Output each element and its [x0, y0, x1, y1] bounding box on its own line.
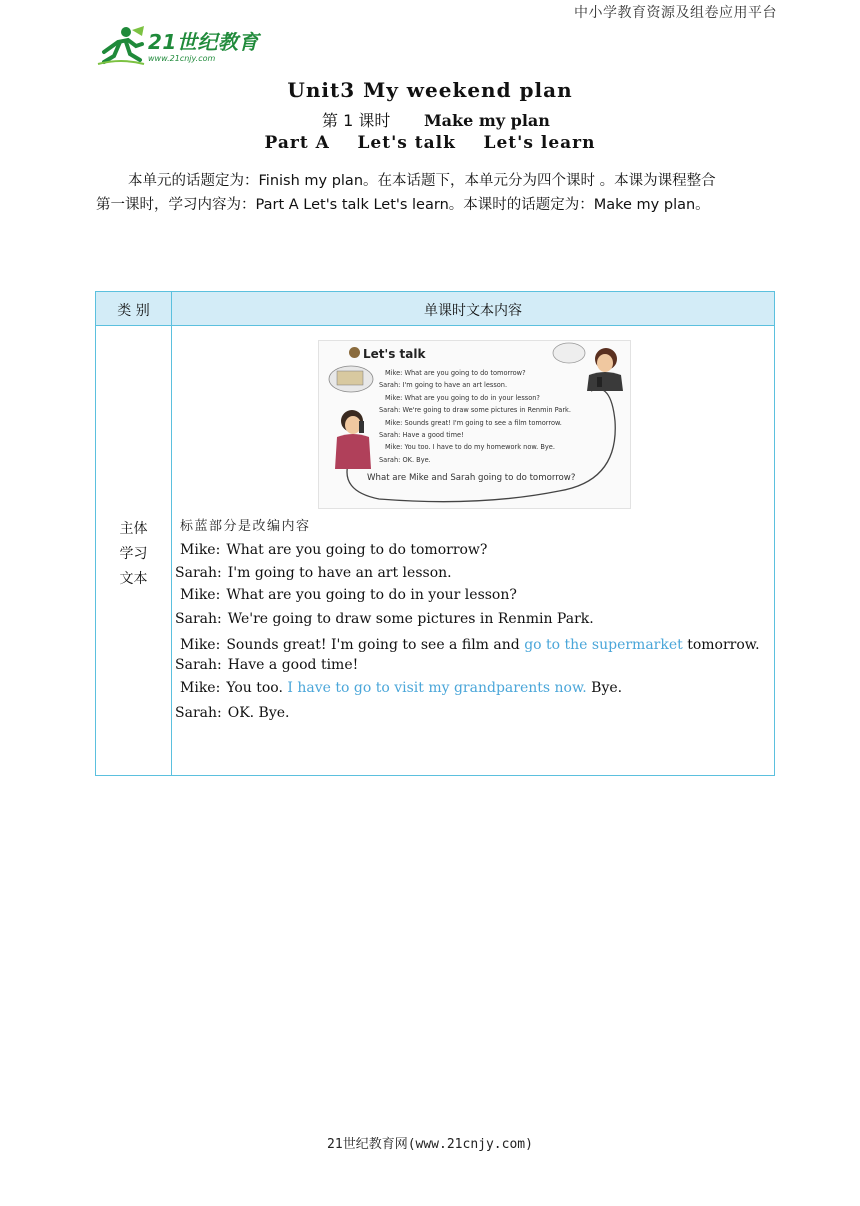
adaptation-note: 标蓝部分是改编内容	[180, 519, 311, 534]
lesson-topic: Make my plan	[423, 111, 550, 130]
dialogue-line	[180, 542, 487, 558]
adapted-text: I have to go to visit my grandparents now.	[287, 680, 587, 696]
header-category: 类 别	[117, 303, 150, 319]
row-label-line-1: 主体	[119, 521, 148, 537]
speaker: Mike:	[180, 587, 221, 603]
textbook-illustration	[318, 340, 631, 509]
platform-name: 中小学教育资源及组卷应用平台	[574, 5, 777, 21]
utterance: What are you going to do in your lesson?	[226, 587, 517, 603]
unit-title: Unit3 My weekend plan	[287, 78, 573, 102]
runner-logo-icon	[96, 24, 146, 68]
logo-text: 21世纪教育	[148, 30, 259, 54]
intro-paragraph	[96, 169, 776, 217]
column-divider	[171, 292, 172, 775]
row-label-line-3: 文本	[119, 571, 148, 587]
lesson-line	[322, 108, 550, 131]
dialogue-line	[180, 587, 517, 603]
table-header-row	[96, 292, 774, 326]
utterance: You too.	[226, 680, 288, 696]
header-content: 单课时文本内容	[424, 303, 522, 319]
illustration-dialogue	[379, 367, 571, 466]
part-title: Part A Let's talk Let's learn	[264, 133, 596, 153]
site-logo	[96, 24, 266, 68]
speaker: Sarah:	[175, 565, 222, 581]
utterance: Bye.	[586, 680, 623, 696]
illustration-line: Mike: Sounds great! I'm going to see a film tomorrow.	[385, 418, 562, 427]
utterance: Have a good time!	[227, 657, 359, 673]
dialogue-line	[175, 565, 452, 581]
dialogue-line	[180, 637, 760, 653]
dialogue-line	[175, 705, 290, 721]
dialogue-line	[180, 680, 622, 696]
speaker: Mike:	[180, 680, 221, 696]
lesson-number: 第 1 课时	[322, 111, 391, 130]
utterance: What are you going to do tomorrow?	[226, 542, 488, 558]
illustration-line: Mike: You too. I have to do my homework now. Bye.	[385, 443, 555, 452]
illustration-line: Mike: What are you going to do in your lesson?	[385, 393, 540, 402]
illustration-line: Sarah: Have a good time!	[379, 431, 464, 440]
utterance: I'm going to have an art lesson.	[227, 565, 452, 581]
utterance: We're going to draw some pictures in Renmin Park.	[227, 611, 594, 627]
dialogue-line	[175, 657, 358, 673]
illustration-line: Mike: What are you going to do tomorrow?	[385, 369, 526, 377]
speaker: Mike:	[180, 542, 221, 558]
illustration-line: Sarah: We're going to draw some pictures in Renmin Park.	[379, 406, 571, 415]
speaker: Sarah:	[175, 657, 222, 673]
content-table	[95, 291, 775, 776]
illustration-line: Sarah: OK. Bye.	[379, 455, 431, 464]
intro-line-2: 第一课时，学习内容为：Part A Let's talk Let's learn。本课时的话题定为：Make my plan。	[96, 197, 710, 213]
talk-badge-icon	[349, 347, 360, 358]
speaker: Sarah:	[175, 705, 222, 721]
dialogue-line	[175, 611, 594, 627]
row-label	[96, 517, 171, 592]
adapted-text: go to the supermarket	[524, 637, 683, 653]
illustration-title: Let's talk	[363, 347, 426, 361]
utterance: OK. Bye.	[227, 705, 290, 721]
utterance: tomorrow.	[682, 637, 760, 653]
speaker: Sarah:	[175, 611, 222, 627]
utterance: Sounds great! I'm going to see a film and	[226, 637, 525, 653]
logo-url: www.21cnjy.com	[148, 54, 216, 63]
row-label-line-2: 学习	[119, 546, 148, 562]
page-footer: 21世纪教育网(www.21cnjy.com)	[327, 1137, 533, 1152]
speaker: Mike:	[180, 637, 221, 653]
illustration-line: Sarah: I'm going to have an art lesson.	[379, 381, 508, 390]
illustration-question: What are Mike and Sarah going to do tomorrow?	[367, 473, 576, 483]
intro-line-1: 本单元的话题定为：Finish my plan。在本话题下，本单元分为四个课时 。本课为课程整合	[128, 173, 716, 189]
